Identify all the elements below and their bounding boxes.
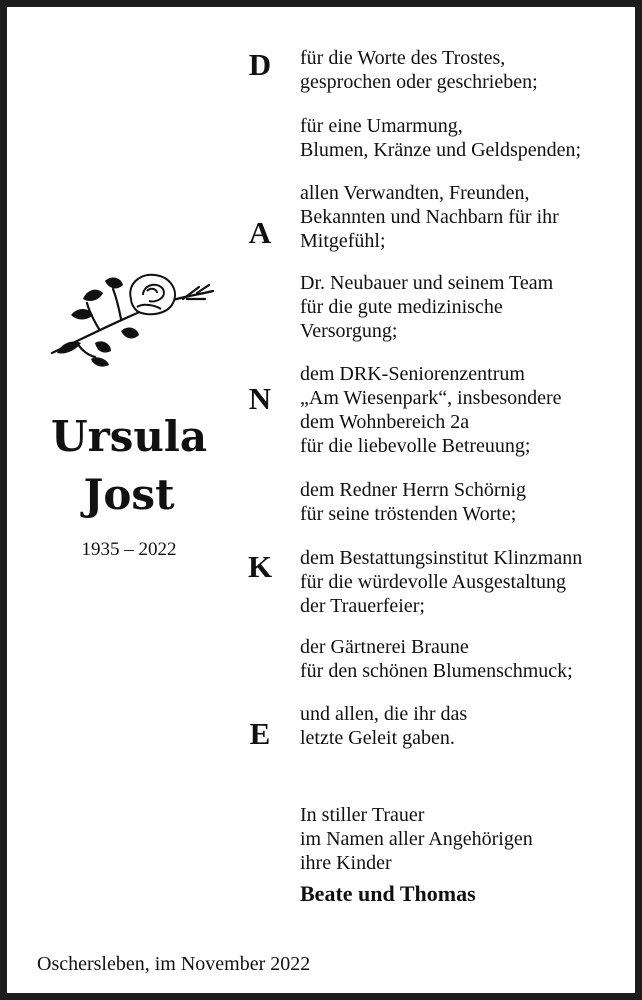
thanks-line: für die Worte des Trostes, <box>300 47 506 69</box>
thanks-paragraph <box>300 635 630 683</box>
acrostic-letter: N <box>248 381 272 416</box>
life-years: 1935 – 2022 <box>81 539 177 560</box>
thanks-line: und allen, die ihr das <box>300 703 468 725</box>
thanks-line: allen Verwandten, Freunden, <box>300 182 530 204</box>
acrostic-letter: E <box>249 716 271 751</box>
signers-names: Beate und Thomas <box>300 881 476 906</box>
thanks-paragraph <box>300 702 630 750</box>
thanks-line: der Gärtnerei Braune <box>300 636 469 658</box>
thanks-paragraph <box>300 362 630 458</box>
thanks-line: dem Bestattungsinstitut Klinzmann <box>300 547 583 569</box>
thanks-paragraph <box>300 546 630 618</box>
thanks-line: dem Wohnbereich 2a <box>300 411 470 433</box>
deceased-last-name: Jost <box>83 470 175 519</box>
mourning-signoff <box>300 803 533 875</box>
thanks-line: letzte Geleit gaben. <box>300 727 455 749</box>
signoff-line: im Namen aller Angehörigen <box>300 828 533 850</box>
thanks-line: Bekannten und Nachbarn für ihr <box>300 206 559 228</box>
thanks-line: gesprochen oder geschrieben; <box>300 71 538 93</box>
thanks-paragraph <box>300 478 630 526</box>
thanks-line: für seine tröstenden Worte; <box>300 503 517 525</box>
place-date: Oschersleben, im November 2022 <box>37 953 311 975</box>
acrostic-letter: D <box>248 47 272 82</box>
thanks-line: für eine Umarmung, <box>300 115 463 137</box>
thanks-paragraph <box>300 46 630 94</box>
thanks-line: „Am Wiesenpark“, insbesondere <box>300 387 562 409</box>
signoff-line: In stiller Trauer <box>300 804 425 826</box>
thanks-line: Mitgefühl; <box>300 230 386 252</box>
thanks-line: Blumen, Kränze und Geldspenden; <box>300 139 582 161</box>
deceased-first-name: Ursula <box>50 412 208 461</box>
thanks-line: für den schönen Blumenschmuck; <box>300 660 573 682</box>
thanks-line: dem Redner Herrn Schörnig <box>300 479 527 501</box>
thanks-line: für die gute medizinische <box>300 296 503 318</box>
signoff-line: ihre Kinder <box>300 852 392 874</box>
thanks-paragraph <box>300 271 630 343</box>
thanks-paragraph <box>300 114 630 162</box>
rose-icon <box>47 269 217 369</box>
thanks-line: Versorgung; <box>300 320 398 342</box>
thanks-line: Dr. Neubauer und seinem Team <box>300 272 554 294</box>
thanks-paragraph <box>300 181 630 253</box>
acrostic-letter: K <box>247 549 273 584</box>
acrostic-letter: A <box>248 215 272 250</box>
thanks-line: der Trauerfeier; <box>300 595 425 617</box>
thanks-line: für die würdevolle Ausgestaltung <box>300 571 567 593</box>
thanks-line: für die liebevolle Betreuung; <box>300 435 531 457</box>
thanks-line: dem DRK-Seniorenzentrum <box>300 363 525 385</box>
